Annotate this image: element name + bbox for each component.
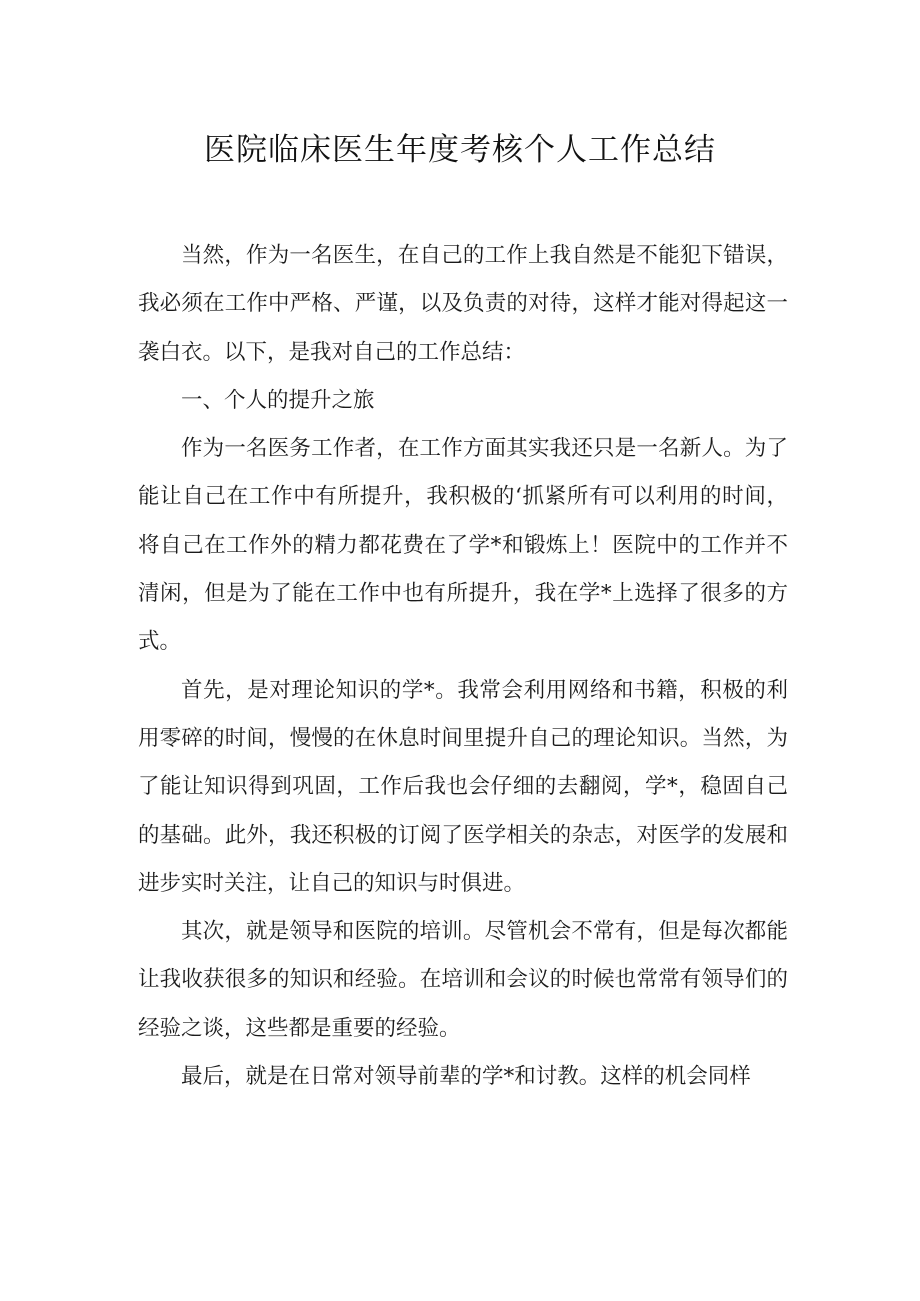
section-heading-1: 一、个人的提升之旅	[181, 387, 375, 413]
document-body	[138, 232, 788, 1101]
paragraph-self-improvement: 作为一名医务工作者，在工作方面其实我还只是一名新人。为了能让自己在工作中有所提升，我积极的‘抓紧所有可以利用的时间，将自己在工作外的精力都花费在了学*和锻炼上！医院中的工作并不清闲，但是为了能在工作中也有所提升，我在学*上选择了很多的方式。	[138, 436, 788, 655]
paragraph-learning-from-seniors: 最后，就是在日常对领导前辈的学*和讨教。这样的机会同样	[181, 1064, 751, 1090]
document-title: 医院临床医生年度考核个人工作总结	[204, 132, 716, 168]
paragraph-theory-study: 首先，是对理论知识的学*。我常会利用网络和书籍，积极的利用零碎的时间，慢慢的在休息时间里提升自己的理论知识。当然，为了能让知识得到巩固，工作后我也会仔细的去翻阅，学*，稳固自己的基础。此外，我还积极的订阅了医学相关的杂志，对医学的发展和进步实时关注，让自己的知识与时俱进。	[138, 677, 788, 896]
paragraph-intro: 当然，作为一名医生，在自己的工作上我自然是不能犯下错误，我必须在工作中严格、严谨，以及负责的对待，这样才能对得起这一袭白衣。以下，是我对自己的工作总结：	[138, 243, 788, 365]
paragraph-training: 其次，就是领导和医院的培训。尽管机会不常有，但是每次都能让我收获很多的知识和经验。在培训和会议的时候也常常有领导们的经验之谈，这些都是重要的经验。	[138, 919, 788, 1041]
